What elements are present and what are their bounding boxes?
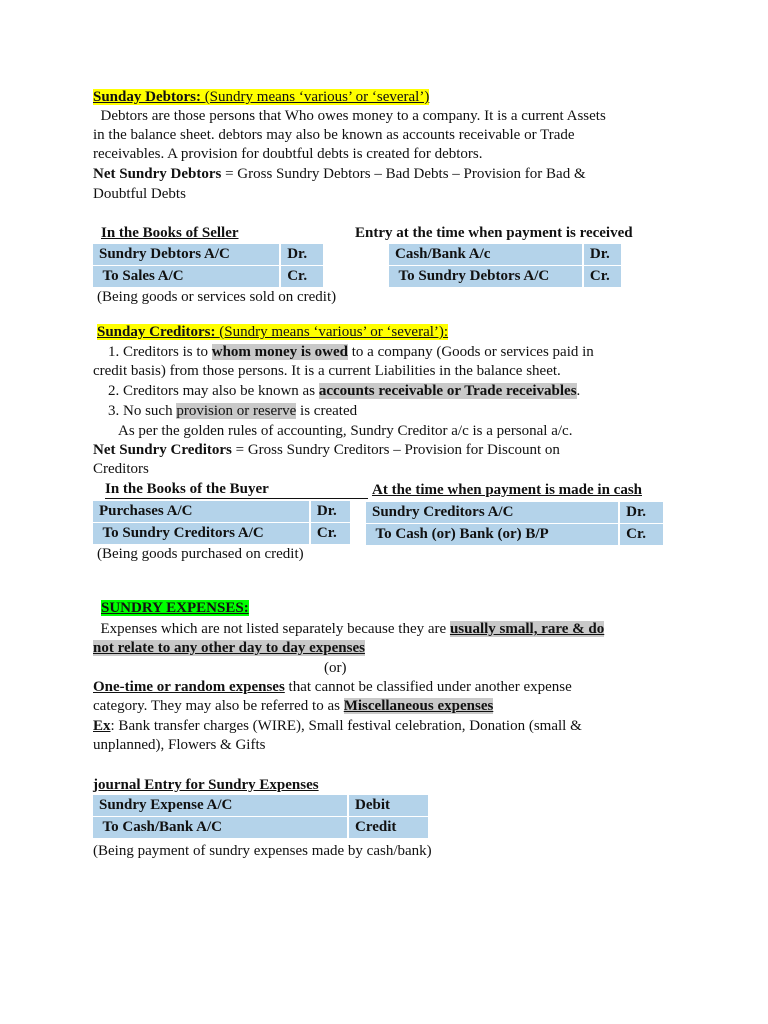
seller-entry-table: [93, 244, 323, 287]
net-sundry-debtors: [93, 165, 586, 184]
table-row: [93, 266, 323, 288]
table-row: [389, 266, 621, 288]
creditors-item-1-line-2: credit basis) from those persons. It is a current Liabilities in the balance sheet.: [93, 363, 561, 379]
side-cell: Cr.: [310, 523, 350, 545]
item-1-bold: whom money is owed: [211, 344, 349, 360]
expenses-line-4: [93, 697, 493, 716]
account-cell: Sundry Expense A/C: [93, 795, 348, 817]
creditors-heading-note: (Sundry means ‘various’ or ‘several’):: [219, 324, 449, 340]
side-cell: Cr.: [583, 266, 621, 288]
side-cell: Dr.: [280, 244, 323, 266]
expenses-line-2-bold: not relate to any other day to day expenses: [93, 640, 365, 656]
side-cell: Cr.: [619, 524, 663, 546]
payment-made-table: [366, 502, 663, 545]
journal-entry-table: [93, 795, 428, 838]
net-creditors-label: Net Sundry Creditors: [93, 442, 232, 458]
expenses-line-2: [93, 639, 365, 658]
creditors-item-3: [108, 402, 357, 421]
payment-received-title: Entry at the time when payment is received: [355, 225, 633, 241]
net-creditors-text: = Gross Sundry Creditors – Provision for Discount on: [231, 442, 560, 458]
account-cell: Cash/Bank A/c: [389, 244, 583, 266]
buyer-entry-table: [93, 501, 350, 544]
net-debtors-text-2: Doubtful Debts: [93, 186, 186, 202]
table-row: [93, 501, 350, 523]
creditors-item-1: [108, 343, 594, 362]
item-1-pre: 1. Creditors is to: [108, 344, 212, 360]
expenses-example: [93, 717, 582, 736]
table-row: [389, 244, 621, 266]
expenses-heading-label: SUNDRY EXPENSES:: [101, 600, 249, 616]
debtors-heading-note: (Sundry means ‘various’ or ‘several’): [204, 89, 430, 105]
expenses-narration: (Being payment of sundry expenses made by cash/bank): [93, 843, 432, 859]
expenses-line-4-pre: category. They may also be referred to as: [93, 698, 344, 714]
item-2-bold: accounts receivable or Trade receivables: [318, 383, 577, 399]
creditors-narration: (Being goods purchased on credit): [97, 546, 304, 562]
one-time-label: One-time or random expenses: [93, 679, 285, 695]
table-row: [93, 244, 323, 266]
miscellaneous-label: Miscellaneous expenses: [343, 698, 494, 714]
example-label: Ex: [93, 718, 111, 734]
debtors-heading-label: Sunday Debtors:: [93, 89, 205, 105]
buyer-books-title: In the Books of the Buyer: [105, 481, 368, 499]
payment-received-table: [389, 244, 621, 287]
net-debtors-text: = Gross Sundry Debtors – Bad Debts – Provision for Bad &: [221, 166, 586, 182]
account-cell: Purchases A/C: [93, 501, 310, 523]
example-text: : Bank transfer charges (WIRE), Small festival celebration, Donation (small &: [110, 718, 582, 734]
account-cell: To Sundry Debtors A/C: [389, 266, 583, 288]
creditors-heading: [97, 323, 448, 342]
debtors-narration: (Being goods or services sold on credit): [97, 289, 337, 305]
expenses-line-1-bold: usually small, rare & do: [449, 621, 605, 637]
debtors-para-line-3: receivables. A provision for doubtful debts is created for debtors.: [93, 146, 483, 162]
expenses-heading: [101, 599, 249, 618]
table-row: [366, 502, 663, 524]
table-row: [366, 524, 663, 546]
creditors-heading-label: Sunday Creditors:: [97, 324, 220, 340]
journal-entry-title: journal Entry for Sundry Expenses: [93, 777, 319, 793]
side-cell: Cr.: [280, 266, 323, 288]
side-cell: Dr.: [619, 502, 663, 524]
net-creditors-text-2: Creditors: [93, 461, 149, 477]
expenses-line-1-pre: Expenses which are not listed separately because they are: [93, 621, 450, 637]
creditors-item-2: [108, 382, 580, 401]
debtors-para-line-1: Debtors are those persons that Who owes money to a company. It is a current Assets: [93, 108, 606, 124]
or-separator: (or): [324, 660, 347, 676]
item-2-pre: 2. Creditors may also be known as: [108, 383, 319, 399]
payment-made-title: At the time when payment is made in cash: [372, 482, 642, 498]
side-cell: Dr.: [310, 501, 350, 523]
account-cell: To Cash (or) Bank (or) B/P: [366, 524, 619, 546]
account-cell: Sundry Creditors A/C: [366, 502, 619, 524]
net-sundry-creditors: [93, 441, 560, 460]
net-debtors-label: Net Sundry Debtors: [93, 166, 222, 182]
item-3-highlight: provision or reserve: [176, 403, 297, 419]
seller-books-title: In the Books of Seller: [101, 225, 239, 241]
item-3-pre: 3. No such: [108, 403, 177, 419]
expenses-line-3: [93, 678, 572, 697]
account-cell: Sundry Debtors A/C: [93, 244, 280, 266]
golden-rule-line: As per the golden rules of accounting, Sundry Creditor a/c is a personal a/c.: [118, 423, 573, 439]
account-cell: To Sundry Creditors A/C: [93, 523, 310, 545]
side-cell: Dr.: [583, 244, 621, 266]
account-cell: To Sales A/C: [93, 266, 280, 288]
item-2-post: .: [576, 383, 581, 399]
table-row: [93, 795, 428, 817]
side-cell: Debit: [348, 795, 428, 817]
debtors-para-line-2: in the balance sheet. debtors may also be known as accounts receivable or Trade: [93, 127, 575, 143]
item-1-post: to a company (Goods or services paid in: [348, 344, 594, 360]
item-3-post: is created: [296, 403, 358, 419]
side-cell: Credit: [348, 817, 428, 839]
table-row: [93, 523, 350, 545]
expenses-line-1: [93, 620, 604, 639]
expenses-line-3-post: that cannot be classified under another expense: [284, 679, 572, 695]
account-cell: To Cash/Bank A/C: [93, 817, 348, 839]
table-row: [93, 817, 428, 839]
debtors-heading: [93, 88, 429, 107]
example-text-2: unplanned), Flowers & Gifts: [93, 737, 266, 753]
